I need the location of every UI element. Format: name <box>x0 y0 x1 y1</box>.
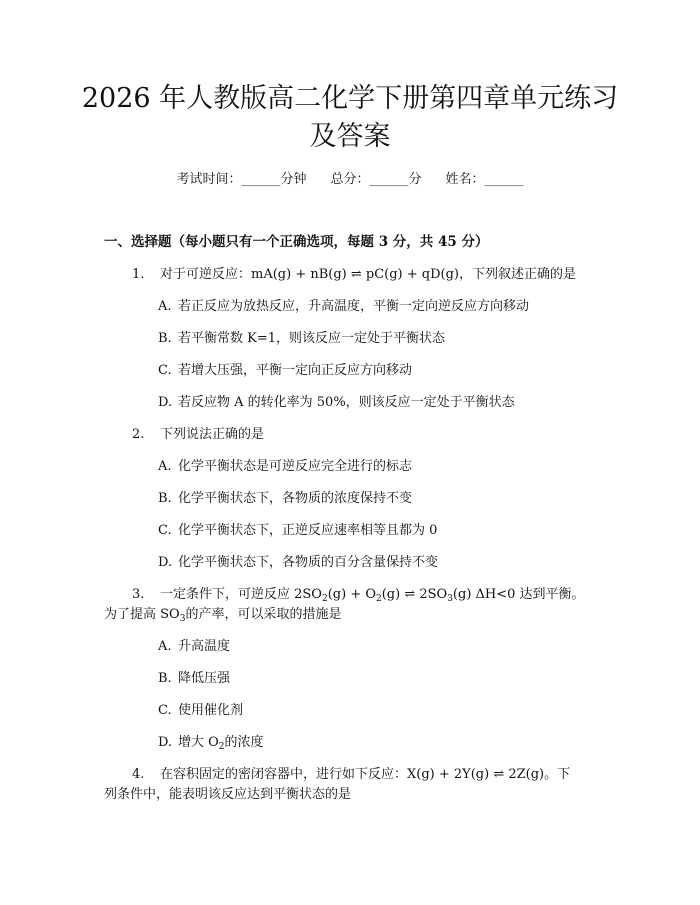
question-text-part: 为了提高 SO <box>104 607 180 622</box>
option-text: 升高温度 <box>178 639 231 654</box>
question-2-option-c <box>158 519 437 538</box>
option-label: C. <box>158 523 172 538</box>
subscript: 2 <box>218 742 225 752</box>
question-text-part: (g) ΔH<0 达到平衡。 <box>452 587 585 602</box>
question-4 <box>132 763 570 782</box>
option-text: 使用催化剂 <box>178 703 244 718</box>
option-text: 化学平衡状态下，正逆反应速率相等且都为 0 <box>178 523 438 538</box>
question-number: 2. <box>132 427 145 442</box>
option-text: 若平衡常数 K=1，则该反应一定处于平衡状态 <box>178 331 446 346</box>
option-label: A. <box>158 459 172 474</box>
subscript: 2 <box>375 594 382 604</box>
question-number: 4. <box>132 767 145 782</box>
option-label: D. <box>158 555 173 570</box>
question-2 <box>132 423 264 442</box>
question-3-option-c <box>158 699 243 718</box>
title-line-2: 及答案 <box>309 121 391 152</box>
question-3-option-b <box>158 667 230 686</box>
total-score-field: 总分：______分 <box>330 172 422 187</box>
option-text: 化学平衡状态下，各物质的百分含量保持不变 <box>178 555 439 570</box>
option-text: 降低压强 <box>178 671 231 686</box>
option-label: D. <box>158 395 173 410</box>
exam-time-field: 考试时间：______分钟 <box>176 172 307 187</box>
section-heading: 一、选择题（每小题只有一个正确选项，每题 3 分，共 45 分） <box>104 234 489 250</box>
question-text-part: 的产率，可以采取的措施是 <box>185 607 342 622</box>
question-text-part: (g) ⇌ 2SO <box>381 587 448 602</box>
question-3-continuation <box>104 603 341 624</box>
question-4-continuation: 列条件中，能表明该反应达到平衡状态的是 <box>104 787 352 802</box>
option-text: 化学平衡状态是可逆反应完全进行的标志 <box>178 459 413 474</box>
option-text-part: 增大 O <box>178 735 219 750</box>
question-text: 下列说法正确的是 <box>160 427 265 442</box>
question-2-option-a <box>158 455 412 474</box>
question-3 <box>132 583 585 604</box>
option-label: A. <box>158 639 172 654</box>
question-3-option-a <box>158 635 230 654</box>
option-text: 化学平衡状态下，各物质的浓度保持不变 <box>178 491 413 506</box>
exam-meta <box>0 168 700 187</box>
question-text: 对于可逆反应：mA(g) + nB(g) ⇌ pC(g) + qD(g)，下列叙述正确的是 <box>160 267 576 282</box>
question-1-option-d <box>158 391 515 410</box>
question-1-option-b <box>158 327 445 346</box>
question-text-part: (g) + O <box>327 587 376 602</box>
name-field: 姓名：______ <box>445 172 524 187</box>
option-label: C. <box>158 703 172 718</box>
option-label: B. <box>158 331 172 346</box>
page-title <box>0 80 700 156</box>
option-label: D. <box>158 735 173 750</box>
question-2-option-d <box>158 551 438 570</box>
option-label: A. <box>158 299 172 314</box>
option-text: 若正反应为放热反应，升高温度，平衡一定向逆反应方向移动 <box>178 299 530 314</box>
option-label: C. <box>158 363 172 378</box>
question-1 <box>132 263 576 282</box>
question-1-option-c <box>158 359 412 378</box>
subscript: 3 <box>447 594 453 604</box>
question-3-option-d <box>158 731 264 752</box>
title-line-1: 2026 年人教版高二化学下册第四章单元练习 <box>81 83 619 114</box>
question-number: 3. <box>132 587 145 602</box>
question-2-option-b <box>158 487 412 506</box>
option-label: B. <box>158 491 172 506</box>
question-text-part: 一定条件下，可逆反应 2SO <box>160 587 322 602</box>
question-1-option-a <box>158 295 529 314</box>
option-text: 若增大压强，平衡一定向正反应方向移动 <box>178 363 413 378</box>
option-text-part: 的浓度 <box>224 735 264 750</box>
subscript: 2 <box>321 594 328 604</box>
question-number: 1. <box>132 267 145 282</box>
option-label: B. <box>158 671 172 686</box>
question-text: 在容积固定的密闭容器中，进行如下反应：X(g) + 2Y(g) ⇌ 2Z(g)。下 <box>160 767 571 782</box>
option-text: 若反应物 A 的转化率为 50%，则该反应一定处于平衡状态 <box>178 395 515 410</box>
subscript: 3 <box>179 614 186 624</box>
